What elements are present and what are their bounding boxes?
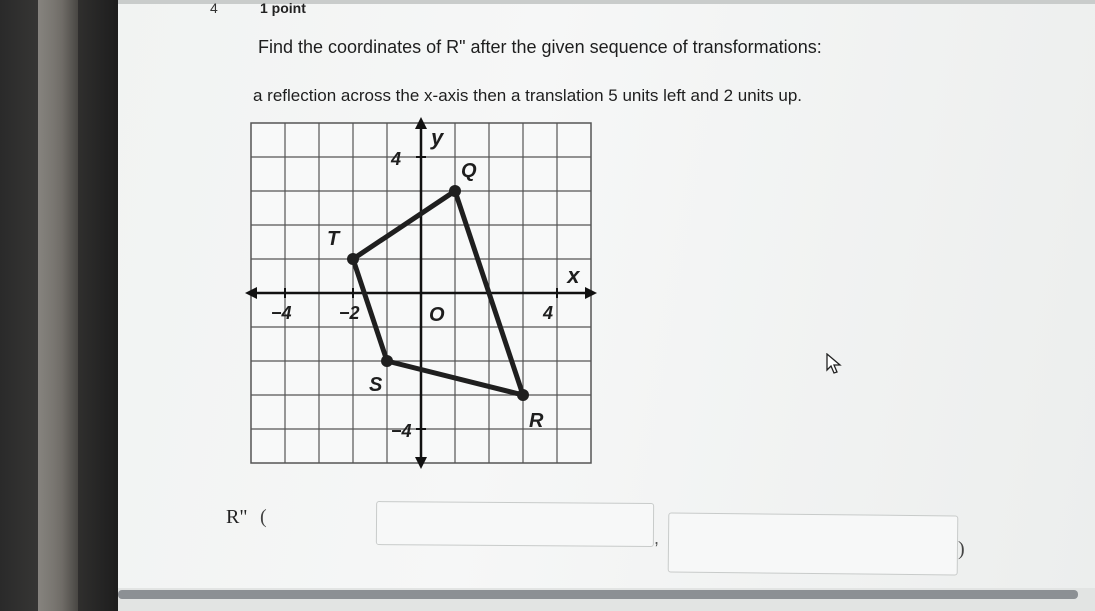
y-tick-label: −4 <box>391 421 412 441</box>
answer-label: R" <box>226 506 248 528</box>
horizontal-scrollbar[interactable] <box>118 588 1095 611</box>
vertex-label-s: S <box>369 374 383 396</box>
y-axis-label: y <box>431 125 444 150</box>
x-tick-label: 4 <box>543 303 554 323</box>
question-number: 4 <box>210 0 218 16</box>
quiz-screen <box>118 0 1095 611</box>
vertex-point-r <box>517 389 529 401</box>
mouse-pointer-icon <box>826 353 842 380</box>
vertex-point-s <box>381 355 393 367</box>
x-axis-label: x <box>567 263 580 288</box>
monitor-bezel-edge <box>38 0 78 611</box>
comma: , <box>654 528 660 548</box>
answer-row <box>226 500 986 580</box>
x-tick-label: −2 <box>339 303 360 323</box>
coordinate-graph <box>236 108 606 483</box>
vertex-label-r: R <box>529 410 544 432</box>
graph-svg <box>236 108 606 478</box>
vertex-point-t <box>347 253 359 265</box>
x-tick-label: −4 <box>271 303 292 323</box>
vertex-label-q: Q <box>461 160 477 182</box>
question-instruction: a reflection across the x-axis then a translation 5 units left and 2 units up. <box>253 86 803 105</box>
question-points: 1 point <box>260 0 306 16</box>
scrollbar-thumb[interactable] <box>118 590 1078 599</box>
origin-label: O <box>429 304 445 326</box>
x-coordinate-input[interactable] <box>376 501 654 547</box>
close-paren: ) <box>958 538 965 560</box>
y-tick-label: 4 <box>391 149 402 169</box>
question-prompt: Find the coordinates of R" after the given sequence of transformations: <box>258 37 822 57</box>
y-coordinate-input[interactable] <box>668 512 959 575</box>
open-paren: ( <box>260 506 267 528</box>
vertex-point-q <box>449 185 461 197</box>
vertex-label-t: T <box>327 228 340 250</box>
